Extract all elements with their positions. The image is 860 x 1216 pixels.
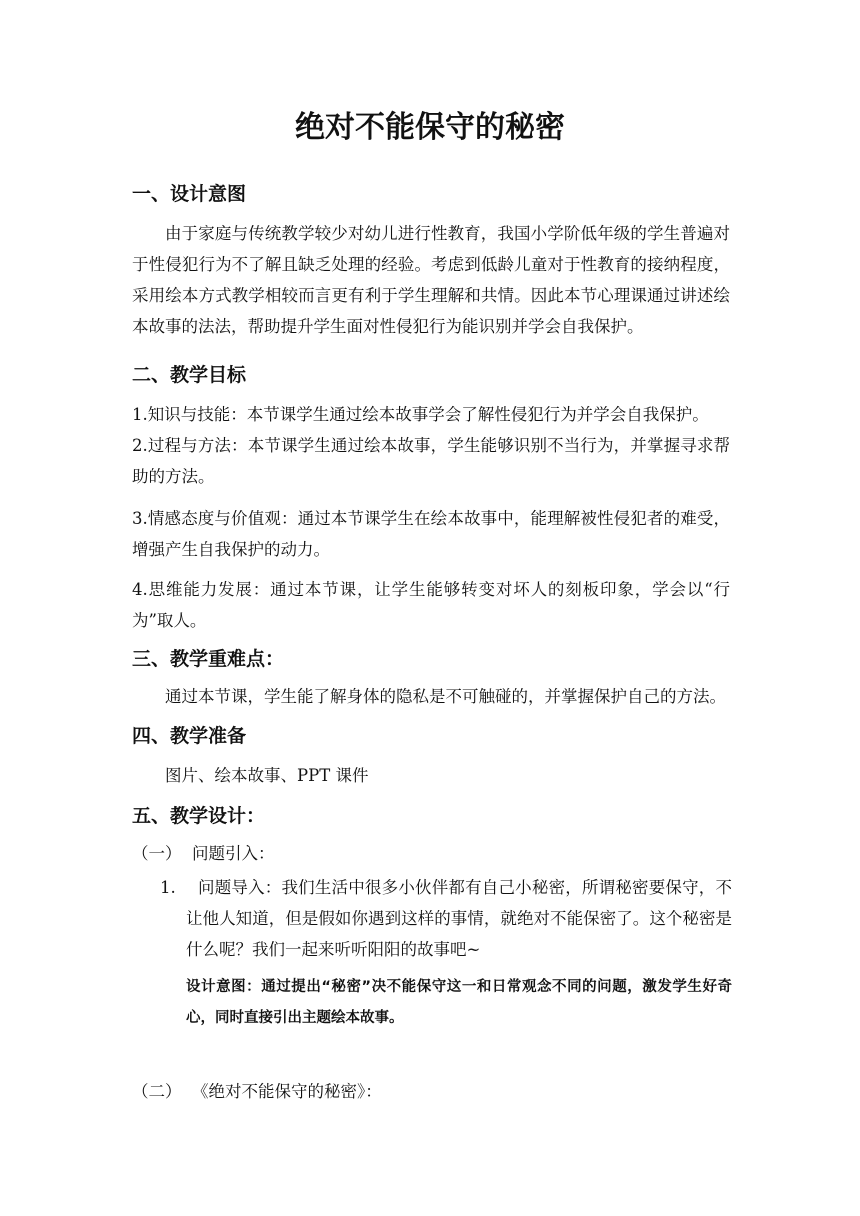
section-heading-teaching-design: 五、教学设计：: [132, 805, 266, 827]
goal-item-2: 2.过程与方法：本节课学生通过绘本故事，学生能够识别不当行为，并掌握寻求帮助的方法。: [132, 436, 730, 486]
preparation-paragraph: 图片、绘本故事、PPT 课件: [165, 766, 369, 785]
part-2-label: （二）: [132, 1082, 182, 1101]
part-1-title: 问题引入：: [192, 844, 275, 863]
key-points-paragraph: 通过本节课，学生能了解身体的隐私是不可触碰的，并掌握保护自己的方法。: [165, 687, 726, 706]
goal-item-3: 3.情感态度与价值观：通过本节课学生在绘本故事中，能理解被性侵犯者的难受，增强产生自我保护的动力。: [132, 509, 730, 559]
section-heading-preparation: 四、教学准备: [132, 725, 247, 747]
part-2-title: 《绝对不能保守的秘密》：: [192, 1082, 382, 1101]
part-1-design-note: 设计意图：通过提出“秘密”决不能保守这一和日常观念不同的问题，激发学生好奇心，同时直接引出主题绘本故事。: [186, 979, 732, 1026]
part-1-label: （一）: [132, 844, 182, 863]
part-1-item-text: 问题导入：我们生活中很多小伙伴都有自己小秘密，所谓秘密要保守，不让他人知道，但是假如你遇到这样的事情，就绝对不能保密了。这个秘密是什么呢？我们一起来听听阳阳的故事吧~: [186, 878, 732, 959]
section-heading-key-points: 三、教学重难点：: [132, 648, 285, 670]
goal-item-1: 1.知识与技能：本节课学生通过绘本故事学会了解性侵犯行为并学会自我保护。: [132, 405, 709, 424]
part-1-item-number: 1.: [160, 878, 176, 897]
section-heading-design-intent: 一、设计意图: [132, 183, 247, 205]
section-heading-teaching-goals: 二、教学目标: [132, 364, 247, 386]
goal-item-4: 4.思维能力发展：通过本节课，让学生能够转变对坏人的刻板印象，学会以“行为”取人。: [132, 580, 730, 630]
design-intent-paragraph: 由于家庭与传统教学较少对幼儿进行性教育，我国小学阶低年级的学生普遍对于性侵犯行为不了解且缺乏处理的经验。考虑到低龄儿童对于性教育的接纳程度，采用绘本方式教学相较而言更有利于学生理解和共情。因此本节心理课通过讲述绘本故事的法法，帮助提升学生面对性侵犯行为能识别并学会自我保护。: [132, 224, 730, 336]
document-title: 绝对不能保守的秘密: [295, 110, 565, 145]
